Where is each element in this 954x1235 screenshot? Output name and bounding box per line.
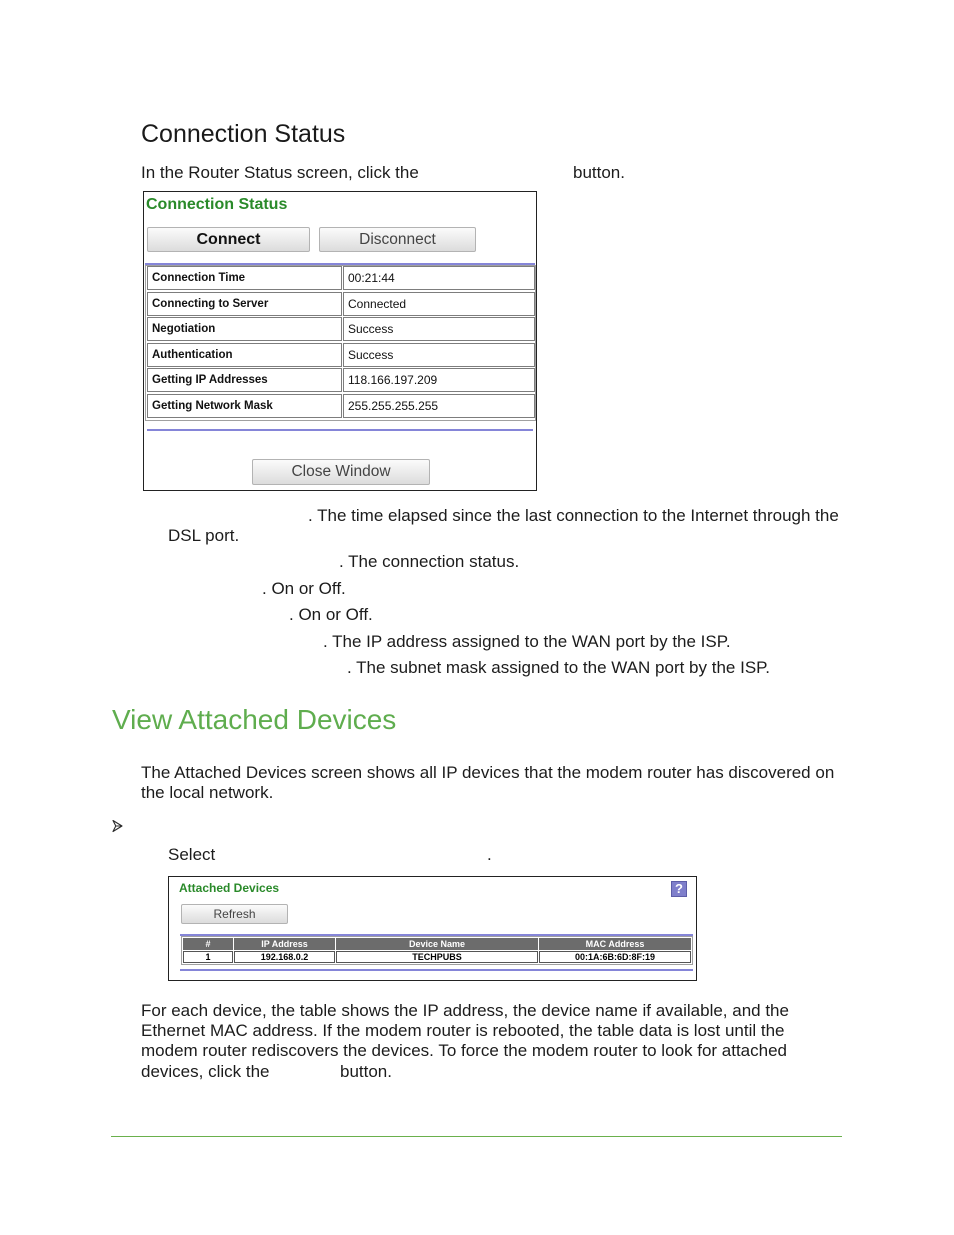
description-connecting-to-server: . The connection status. xyxy=(339,552,520,571)
closing-paragraph-line: Ethernet MAC address. If the modem router is rebooted, the table data is lost until the xyxy=(141,1021,785,1040)
attached-devices-intro-line: the local network. xyxy=(141,783,274,802)
refresh-button[interactable]: Refresh xyxy=(181,904,288,924)
attached-devices-intro-line: The Attached Devices screen shows all IP devices that the modem router has discovered on xyxy=(141,763,835,782)
closing-paragraph-line: devices, click the xyxy=(141,1062,270,1081)
connection-status-intro: In the Router Status screen, click the xyxy=(141,163,419,182)
window-divider-bottom xyxy=(147,429,533,431)
column-header-index: # xyxy=(183,938,233,950)
connection-row-label: Negotiation xyxy=(147,317,342,341)
step-text: Select xyxy=(168,845,216,864)
connection-row-label: Connection Time xyxy=(147,266,342,290)
help-icon[interactable]: ? xyxy=(671,881,687,897)
device-row-mac: 00:1A:6B:6D:8F:19 xyxy=(539,951,691,963)
connection-window-title: Connection Status xyxy=(146,196,288,213)
device-row-name: TECHPUBS xyxy=(336,951,538,963)
arrow-bullet-icon xyxy=(112,819,123,833)
step-text-end: . xyxy=(487,845,492,864)
attached-devices-heading: View Attached Devices xyxy=(112,704,397,735)
attached-devices-window xyxy=(168,876,697,981)
description-negotiation: . On or Off. xyxy=(262,579,346,598)
connection-row-label: Getting Network Mask xyxy=(147,394,342,418)
connect-button[interactable]: Connect xyxy=(147,227,310,252)
attached-window-title: Attached Devices xyxy=(179,881,280,895)
disconnect-button[interactable]: Disconnect xyxy=(319,227,476,252)
column-header-ip: IP Address xyxy=(234,938,335,950)
column-header-device-name: Device Name xyxy=(336,938,538,950)
device-row-ip: 192.168.0.2 xyxy=(234,951,335,963)
connection-row-label: Getting IP Addresses xyxy=(147,368,342,392)
connection-row-value: 118.166.197.209 xyxy=(343,368,535,392)
description-connection-time: . The time elapsed since the last connection to the Internet through the xyxy=(308,506,839,525)
device-row-index: 1 xyxy=(183,951,233,963)
description-connection-time-cont: DSL port. xyxy=(168,526,240,545)
connection-row-label: Connecting to Server xyxy=(147,292,342,316)
closing-paragraph-line: modem router rediscovers the devices. To force the modem router to look for attached xyxy=(141,1041,787,1060)
connection-row-value: 00:21:44 xyxy=(343,266,535,290)
connection-row-value: 255.255.255.255 xyxy=(343,394,535,418)
column-header-mac: MAC Address xyxy=(539,938,691,950)
connection-status-heading: Connection Status xyxy=(141,120,346,148)
connection-status-window xyxy=(143,191,537,491)
connection-status-intro-end: button. xyxy=(573,163,625,182)
closing-paragraph-end: button. xyxy=(340,1062,392,1081)
connection-row-value: Success xyxy=(343,317,535,341)
description-getting-ip: . The IP address assigned to the WAN port by the ISP. xyxy=(323,632,731,651)
close-window-button[interactable]: Close Window xyxy=(252,459,430,485)
description-authentication: . On or Off. xyxy=(289,605,373,624)
window-divider-bottom xyxy=(180,969,693,971)
connection-row-value: Connected xyxy=(343,292,535,316)
closing-paragraph-line: For each device, the table shows the IP address, the device name if available, and the xyxy=(141,1001,789,1020)
connection-row-value: Success xyxy=(343,343,535,367)
description-getting-mask: . The subnet mask assigned to the WAN port by the ISP. xyxy=(347,658,771,677)
footer-rule xyxy=(111,1136,842,1137)
connection-row-label: Authentication xyxy=(147,343,342,367)
